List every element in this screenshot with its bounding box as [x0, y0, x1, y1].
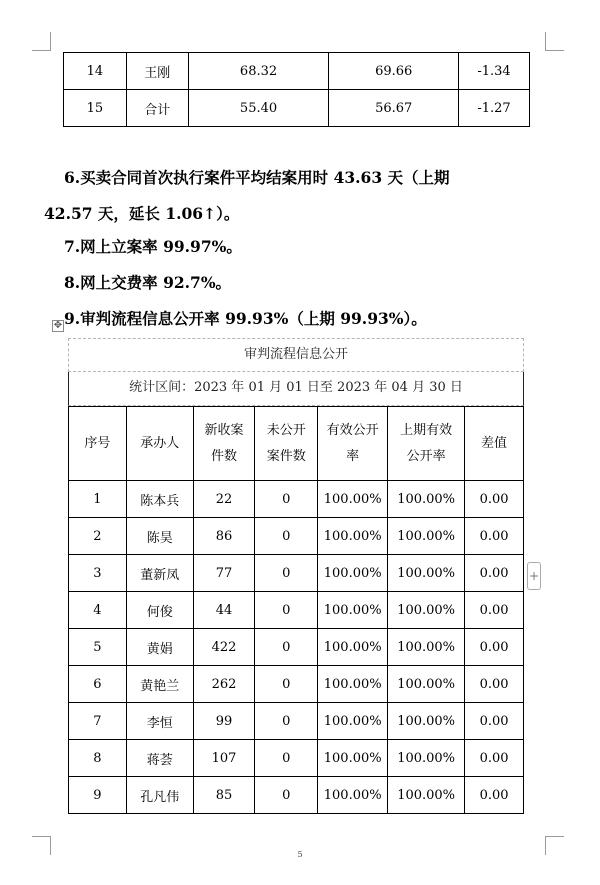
- table-cell: 56.67: [329, 90, 459, 127]
- table-cell: 董新凤: [126, 555, 193, 592]
- table-cell: 2: [69, 518, 127, 555]
- table-row: [69, 555, 524, 592]
- table-cell: 100.00%: [388, 555, 465, 592]
- table-cell: 1: [69, 481, 127, 518]
- table-cell: 100.00%: [388, 518, 465, 555]
- table-cell: 0.00: [465, 629, 524, 666]
- header-undisclosed: 未公开 案件数: [255, 407, 318, 481]
- table-cell: 孔凡伟: [126, 777, 193, 814]
- table-cell: 5: [69, 629, 127, 666]
- table-cell: 100.00%: [318, 666, 388, 703]
- header-diff: 差值: [465, 407, 524, 481]
- table-cell: 69.66: [329, 53, 459, 90]
- table-cell: 0.00: [465, 740, 524, 777]
- table-cell: 0: [255, 481, 318, 518]
- table-cell: 68.32: [188, 53, 329, 90]
- table-cell: 8: [69, 740, 127, 777]
- paragraph-6-line-2: 42.57 天，延长 1.06↑）。: [44, 204, 240, 223]
- table-cell: 合计: [126, 90, 188, 127]
- table-cell: 77: [193, 555, 255, 592]
- crop-mark-top-left: [32, 32, 51, 51]
- table-cell: 422: [193, 629, 255, 666]
- table-cell: 100.00%: [318, 518, 388, 555]
- table-cell: 0.00: [465, 481, 524, 518]
- table-cell: 262: [193, 666, 255, 703]
- table-cell: 7: [69, 703, 127, 740]
- crop-mark-top-right: [545, 32, 564, 51]
- table-cell: 0: [255, 555, 318, 592]
- table-cell: 6: [69, 666, 127, 703]
- table-cell: 100.00%: [318, 481, 388, 518]
- page-number: 5: [297, 850, 303, 859]
- table-row: [69, 629, 524, 666]
- table-cell: 0.00: [465, 555, 524, 592]
- table-cell: 107: [193, 740, 255, 777]
- continued-table: [63, 52, 530, 127]
- table-cell: 0: [255, 703, 318, 740]
- table-row: [69, 481, 524, 518]
- table-cell: 4: [69, 592, 127, 629]
- table-row: [69, 666, 524, 703]
- table-period: 统计区间：2023 年 01 月 01 日至 2023 年 04 月 30 日: [68, 372, 524, 406]
- table-cell: 0: [255, 740, 318, 777]
- table-cell: 0: [255, 666, 318, 703]
- header-prev-rate: 上期有效 公开率: [388, 407, 465, 481]
- table-cell: 0.00: [465, 703, 524, 740]
- table-cell: 0: [255, 629, 318, 666]
- table-row: [64, 53, 530, 90]
- header-new-cases: 新收案 件数: [193, 407, 255, 481]
- table-cell: 100.00%: [388, 481, 465, 518]
- table-cell: 3: [69, 555, 127, 592]
- table-cell: 100.00%: [388, 629, 465, 666]
- table-cell: 100.00%: [318, 629, 388, 666]
- table-cell: 9: [69, 777, 127, 814]
- table-cell: 100.00%: [388, 740, 465, 777]
- table-header-row: [69, 407, 524, 481]
- table-cell: 0.00: [465, 518, 524, 555]
- table-cell: 100.00%: [388, 592, 465, 629]
- table-move-handle-icon[interactable]: ✥: [53, 320, 63, 331]
- table-cell: 蒋荟: [126, 740, 193, 777]
- table-title: 审判流程信息公开: [68, 338, 524, 372]
- table-row: [64, 90, 530, 127]
- table-cell: 44: [193, 592, 255, 629]
- table-row: [69, 740, 524, 777]
- add-column-plus-icon[interactable]: +: [527, 562, 541, 590]
- table-cell: 0.00: [465, 777, 524, 814]
- table-cell: 85: [193, 777, 255, 814]
- table-cell: 55.40: [188, 90, 329, 127]
- table-cell: -1.27: [459, 90, 530, 127]
- header-rate: 有效公开 率: [318, 407, 388, 481]
- table-row: [69, 703, 524, 740]
- table-cell: 100.00%: [388, 703, 465, 740]
- header-handler: 承办人: [126, 407, 193, 481]
- table-cell: 陈本兵: [126, 481, 193, 518]
- table-cell: 86: [193, 518, 255, 555]
- disclosure-table: [68, 406, 524, 814]
- table-cell: 黄艳兰: [126, 666, 193, 703]
- table-cell: 100.00%: [388, 666, 465, 703]
- table-cell: 0: [255, 592, 318, 629]
- table-cell: 0: [255, 777, 318, 814]
- table-cell: 陈昊: [126, 518, 193, 555]
- table-cell: -1.34: [459, 53, 530, 90]
- paragraph-9: 9.审判流程信息公开率 99.93%（上期 99.93%）。: [64, 309, 427, 328]
- table-cell: 100.00%: [318, 592, 388, 629]
- table-cell: 14: [64, 53, 127, 90]
- table-row: [69, 518, 524, 555]
- header-index: 序号: [69, 407, 127, 481]
- table-cell: 王刚: [126, 53, 188, 90]
- table-cell: 0: [255, 518, 318, 555]
- paragraph-6-line-1: 6.买卖合同首次执行案件平均结案用时 43.63 天（上期: [64, 168, 450, 187]
- table-row: [69, 777, 524, 814]
- table-cell: 99: [193, 703, 255, 740]
- table-cell: 100.00%: [318, 777, 388, 814]
- table-cell: 100.00%: [318, 703, 388, 740]
- table-cell: 0.00: [465, 666, 524, 703]
- paragraph-7: 7.网上立案率 99.97%。: [64, 237, 242, 256]
- table-cell: 100.00%: [388, 777, 465, 814]
- table-cell: 22: [193, 481, 255, 518]
- table-cell: 何俊: [126, 592, 193, 629]
- table-cell: 100.00%: [318, 555, 388, 592]
- table-row: [69, 592, 524, 629]
- table-cell: 100.00%: [318, 740, 388, 777]
- table-cell: 15: [64, 90, 127, 127]
- table-cell: 0.00: [465, 592, 524, 629]
- table-cell: 李恒: [126, 703, 193, 740]
- table-cell: 黄娟: [126, 629, 193, 666]
- paragraph-8: 8.网上交费率 92.7%。: [64, 273, 232, 292]
